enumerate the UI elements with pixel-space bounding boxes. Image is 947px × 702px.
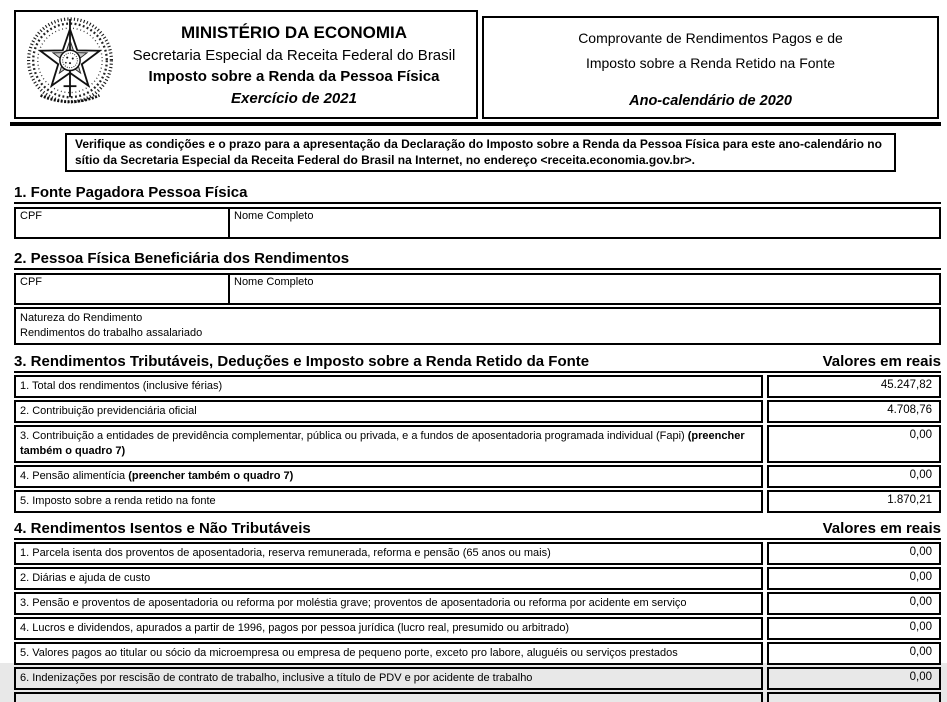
section1-name-cell <box>230 209 939 237</box>
row-value: 0,00 <box>767 642 941 665</box>
table-row <box>14 542 941 565</box>
notice-text: Verifique as condições e o prazo para a apresentação da Declaração do Imposto sobre a Renda da Pessoa Física para este ano-calendário no sítio da Secretaria Especial da Receita Federal do Brasil na Internet, no endereço <receita.economia.gov.br>. <box>75 137 882 167</box>
ministry-title: MINISTÉRIO DA ECONOMIA <box>180 22 408 42</box>
table-row <box>14 375 941 398</box>
table-row <box>14 567 941 590</box>
section2-cpf-cell <box>16 275 230 303</box>
section1-title <box>14 184 941 204</box>
row-label: 4. Pensão alimentícia <box>20 470 129 482</box>
cpf-label: CPF <box>20 210 42 222</box>
row-label: 5. Imposto sobre a renda retido na fonte <box>20 495 216 507</box>
row-label: 1. Total dos rendimentos (inclusive férias) <box>20 380 223 392</box>
header-document-title-box <box>482 16 939 119</box>
table-row <box>14 465 941 488</box>
section1-payer-table <box>14 207 941 239</box>
row-label: 3. Contribuição a entidades de previdência complementar, pública ou privada, e a fundos de aposentadoria programada individual (Fapi) <box>20 430 688 442</box>
row-label-bold-note: (preencher também o quadro 7) <box>128 470 294 482</box>
row-label: 2. Contribuição previdenciária oficial <box>20 405 197 417</box>
row-label: 2. Diárias e ajuda de custo <box>14 567 763 590</box>
section1-cpf-cell <box>16 209 230 237</box>
header-divider-rule <box>10 122 941 126</box>
section4-title-text: 4. Rendimentos Isentos e Não Tributáveis <box>14 520 311 537</box>
row-label: 4. Lucros e dividendos, apurados a partir de 1996, pagos por pessoa jurídica (lucro real, presumido ou arbitrado) <box>14 617 763 640</box>
row-label: 1. Parcela isenta dos proventos de aposentadoria, reserva remunerada, reforma e pensão (65 anos ou mais) <box>14 542 763 565</box>
row-value: 0,00 <box>767 465 941 488</box>
exercise-year: Exercício de 2021 <box>231 89 357 107</box>
document-title-line2: Imposto sobre a Renda Retido na Fonte <box>585 55 836 71</box>
table-row <box>14 667 941 690</box>
section2-beneficiary-table <box>14 273 941 305</box>
document-title-line1: Comprovante de Rendimentos Pagos e de <box>578 30 843 46</box>
cpf-label: CPF <box>20 276 42 288</box>
row-value: 0,00 <box>767 617 941 640</box>
section4-values-header: Valores em reais <box>822 520 941 537</box>
tax-name: Imposto sobre a Renda da Pessoa Física <box>148 67 440 85</box>
section2-title-text: 2. Pessoa Física Beneficiária dos Rendimentos <box>14 250 350 267</box>
section1-title-text: 1. Fonte Pagadora Pessoa Física <box>14 184 248 201</box>
table-row <box>14 642 941 665</box>
header-ministry-text <box>118 23 470 107</box>
notice-box <box>65 133 896 172</box>
row-value: 0,00 <box>767 425 941 463</box>
table-row <box>14 400 941 423</box>
section3-title <box>14 353 941 373</box>
table-row-partial <box>14 692 941 702</box>
section4-title <box>14 520 941 540</box>
row-value: 0,00 <box>767 667 941 690</box>
name-label: Nome Completo <box>234 276 314 288</box>
row-label: 6. Indenizações por rescisão de contrato de trabalho, inclusive a título de PDV e por acidente de trabalho <box>14 667 763 690</box>
brazil-coat-of-arms-icon <box>22 16 118 114</box>
table-row <box>14 425 941 463</box>
header-ministry-box <box>14 10 478 119</box>
section3-title-text: 3. Rendimentos Tributáveis, Deduções e Imposto sobre a Renda Retido da Fonte <box>14 353 590 370</box>
table-row <box>14 490 941 513</box>
document-header <box>14 10 941 119</box>
row-value: 4.708,76 <box>767 400 941 423</box>
row-value: 45.247,82 <box>767 375 941 398</box>
section3-values-header: Valores em reais <box>822 353 941 370</box>
row-value: 0,00 <box>767 542 941 565</box>
row-value: 1.870,21 <box>767 490 941 513</box>
row-label: 5. Valores pagos ao titular ou sócio da microempresa ou empresa de pequeno porte, exceto pro labore, aluguéis ou serviços prestados <box>14 642 763 665</box>
secretariat-subtitle: Secretaria Especial da Receita Federal do Brasil <box>132 46 456 64</box>
row-label: 3. Pensão e proventos de aposentadoria ou reforma por moléstia grave; proventos de aposentadoria ou reforma por acidente em serviço <box>14 592 763 615</box>
income-nature-label: Natureza do Rendimento <box>20 312 143 324</box>
table-row <box>14 592 941 615</box>
section2-title <box>14 250 941 270</box>
income-nature-value: Rendimentos do trabalho assalariado <box>20 327 203 339</box>
section2-name-cell <box>230 275 939 303</box>
name-label: Nome Completo <box>234 210 314 222</box>
income-nature-box <box>14 307 941 345</box>
row-value: 0,00 <box>767 592 941 615</box>
calendar-year: Ano-calendário de 2020 <box>629 93 792 109</box>
row-label-bold-note: (preencher também o quadro 7) <box>20 430 745 457</box>
row-value: 0,00 <box>767 567 941 590</box>
table-row <box>14 617 941 640</box>
